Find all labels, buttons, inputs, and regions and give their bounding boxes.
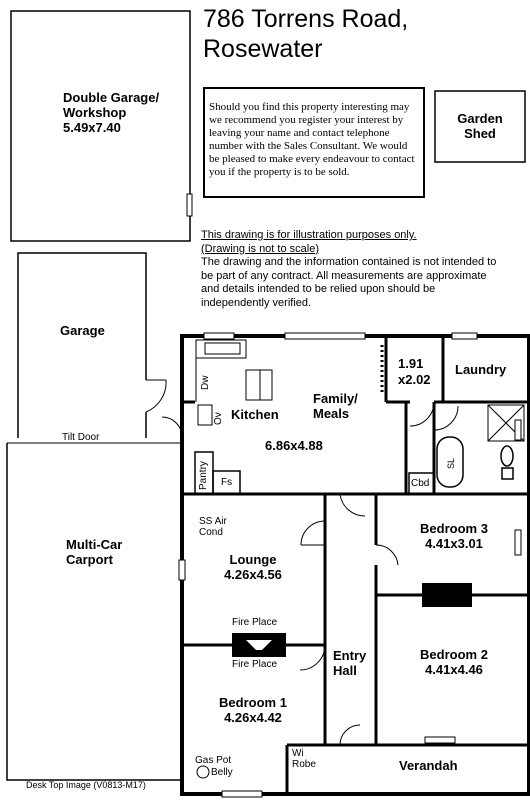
belly-label: Belly bbox=[211, 767, 233, 778]
kitchen-size: 6.86x4.88 bbox=[265, 438, 323, 453]
verandah-label: Verandah bbox=[399, 758, 458, 773]
bedroom1-label: Bedroom 1 4.26x4.42 bbox=[219, 695, 287, 725]
carport-outline bbox=[7, 443, 182, 780]
kitchen-label: Kitchen bbox=[231, 407, 279, 422]
spa-label: SL bbox=[446, 457, 456, 469]
entry-hall-label: Entry Hall bbox=[333, 648, 367, 678]
garage-label: Garage bbox=[60, 323, 105, 338]
store-size-a: 1.91 bbox=[398, 356, 424, 371]
property-address: 786 Torrens Road, Rosewater bbox=[203, 5, 409, 63]
notice-box: Should you find this property interesting may we recommend you register your interest by leaving your name and contact telephone number with the Sales Consultant. We would be pleased to make every endeavour to contact you if the property is to be sold. bbox=[203, 87, 425, 198]
fireplace-top-label: Fire Place bbox=[232, 617, 278, 628]
tilt-door-label: Tilt Door bbox=[62, 432, 100, 443]
bedroom2-label: Bedroom 2 4.41x4.46 bbox=[420, 647, 488, 677]
lounge-label: Lounge 4.26x4.56 bbox=[224, 552, 282, 582]
fridge-space-label: Fs bbox=[221, 477, 233, 488]
gas-pot-belly-icon bbox=[197, 766, 209, 778]
double-garage-label: Double Garage/ Workshop 5.49x7.40 bbox=[63, 90, 160, 135]
oven-label: Ov bbox=[213, 412, 224, 425]
garage-outline bbox=[18, 253, 146, 438]
dishwasher-label: Dw bbox=[200, 375, 211, 390]
laundry-label: Laundry bbox=[455, 362, 507, 377]
fireplace-bottom-label: Fire Place bbox=[232, 659, 278, 670]
bedroom3-label: Bedroom 3 4.41x3.01 bbox=[420, 521, 488, 551]
garden-shed-label: Garden Shed bbox=[457, 111, 503, 141]
pantry-label: Pantry bbox=[198, 461, 209, 490]
footer-image-code: Desk Top Image (V0813-M17) bbox=[26, 780, 146, 790]
carport-label: Multi-Car Carport bbox=[66, 537, 123, 567]
store-size-b: x2.02 bbox=[398, 372, 431, 387]
cupboard-label: Cbd bbox=[411, 478, 430, 489]
ss-air-cond-label: SS Air Cond bbox=[199, 516, 227, 538]
gas-pot-label: Gas Pot bbox=[195, 755, 232, 766]
disclaimer: This drawing is for illustration purposes only. (Drawing is not to scale) The drawing and the information contained is not intended to be part of any contract. All measurements are approximate and details intended to be relied upon should be independently verified. bbox=[201, 229, 497, 309]
bedroom-fireplace bbox=[422, 583, 472, 607]
family-label: Family/ Meals bbox=[313, 391, 358, 421]
wi-robe-label: Wi Robe bbox=[292, 748, 316, 770]
